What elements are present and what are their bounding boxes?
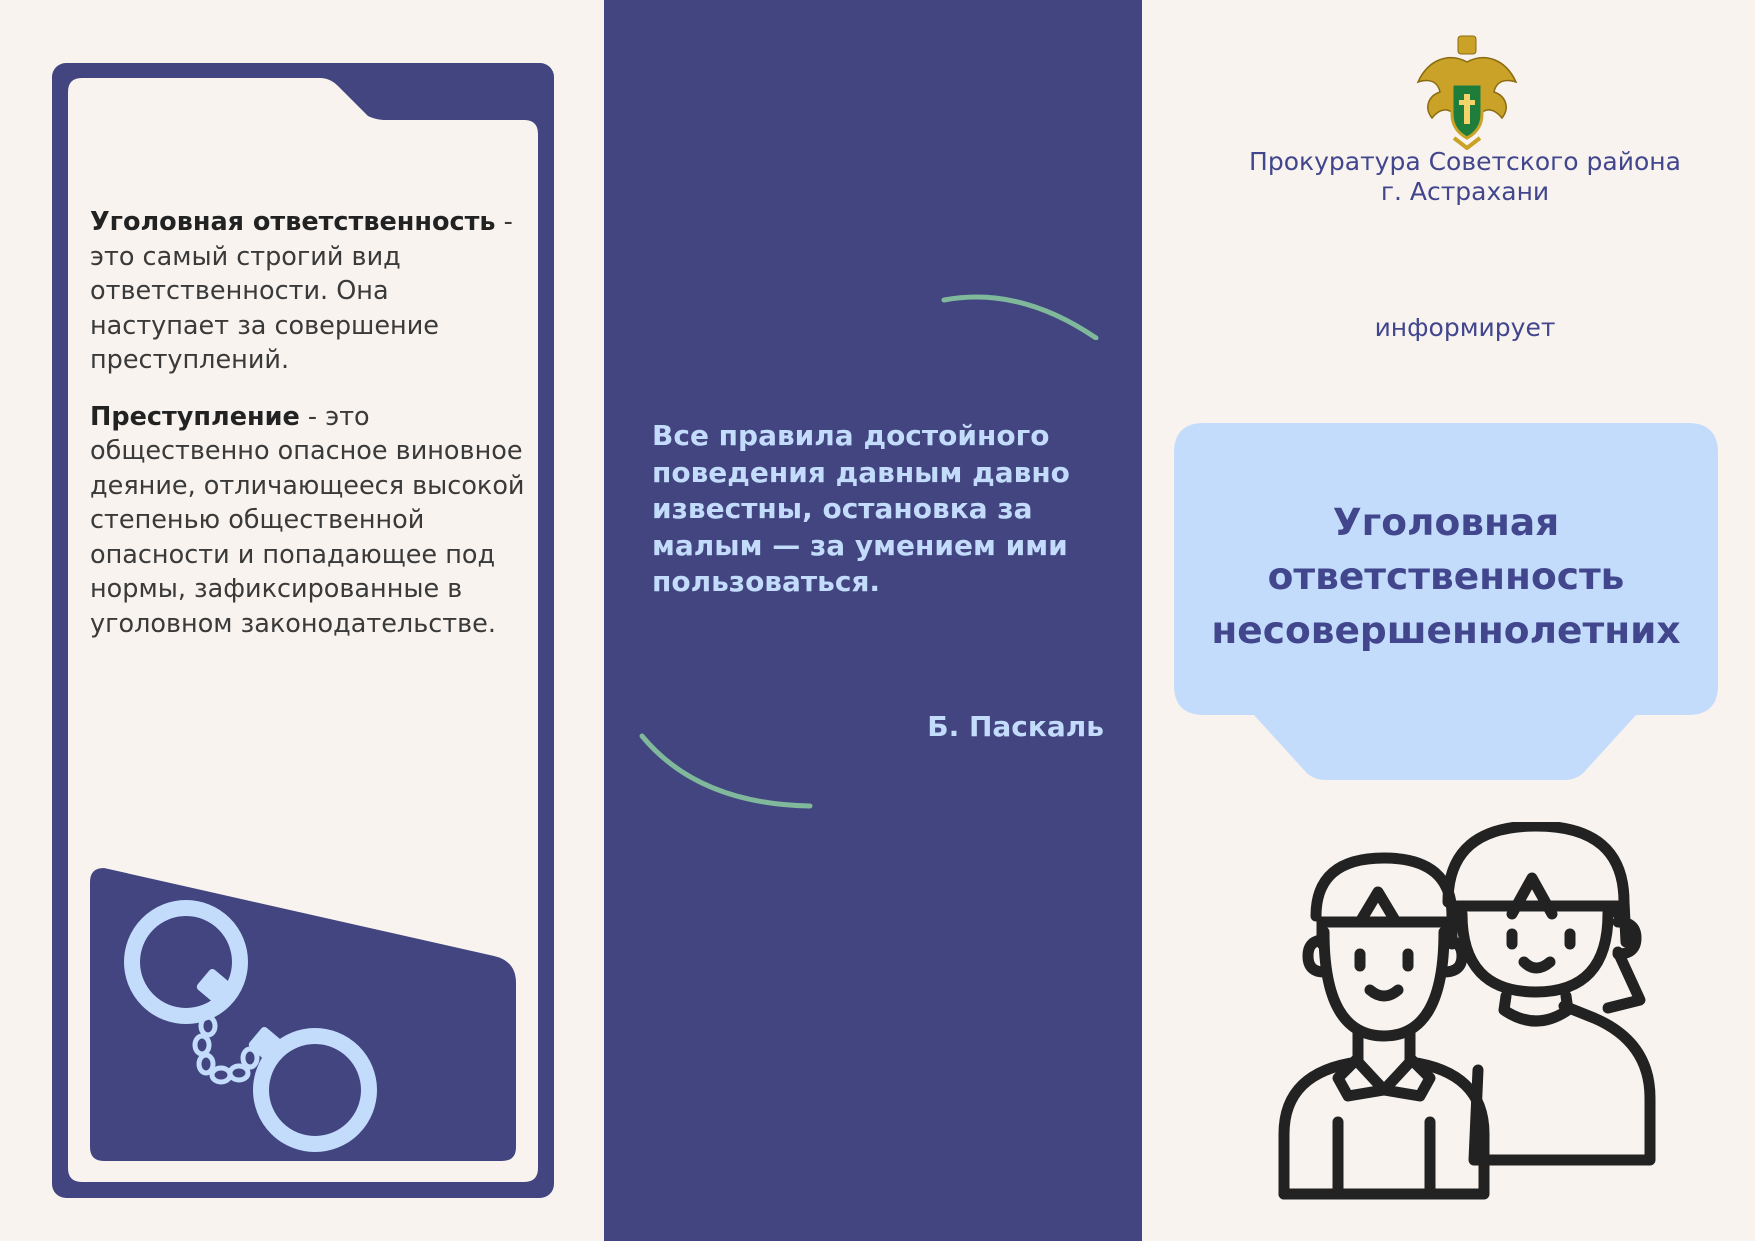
quote-panel <box>604 0 1142 1241</box>
quote-author: Б. Паскаль <box>927 710 1104 743</box>
informs-label: информирует <box>1374 313 1556 342</box>
definition-crime: Преступление - это общественно опасное виновное деяние, отличающееся высокой степенью общественной опасности и попадающее под нормы, зафиксированные в уголовном законодательстве. <box>90 401 525 639</box>
definition-criminal-liability: Уголовная ответственность - это самый строгий вид ответственности. Она наступает за совершение преступлений. <box>90 207 513 375</box>
prosecutor-emblem-icon <box>1414 34 1520 150</box>
organization-name: Прокуратура Советского района г. Астрахани <box>1249 147 1681 206</box>
definitions-text <box>90 205 530 663</box>
teenagers-icon <box>1278 822 1658 1200</box>
decorative-arc-bottom <box>638 730 814 812</box>
quote-text: Все правила достойного поведения давным давно известны, остановка за малым — за умением ими пользоваться. <box>652 419 1070 598</box>
decorative-arc-top <box>940 290 1100 340</box>
handcuffs-illustration <box>90 868 516 1161</box>
brochure-title: Уголовная ответственность несовершеннолетних <box>1211 500 1681 652</box>
boy-icon <box>1284 858 1484 1194</box>
